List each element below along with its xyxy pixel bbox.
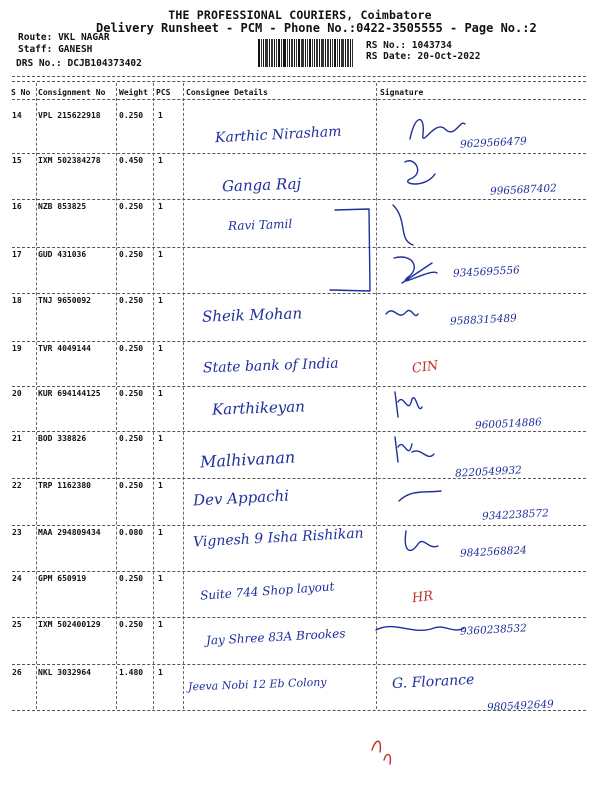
column-divider (153, 83, 154, 709)
header-divider-2 (12, 81, 586, 82)
row-pcs: 1 (158, 111, 163, 120)
row-sno: 19 (12, 344, 22, 353)
row-pcs: 1 (158, 528, 163, 537)
row-weight: 0.250 (119, 620, 144, 629)
col-signature: Signature (380, 88, 424, 97)
barcode-bar (296, 39, 297, 67)
barcode-bar (307, 39, 308, 67)
col-pcs: PCS (156, 88, 171, 97)
row-divider (12, 247, 586, 248)
barcode-bar (258, 39, 260, 67)
barcode-bar (309, 39, 311, 67)
barcode-bar (330, 39, 331, 67)
phone-handwriting: 8220549932 (454, 464, 523, 480)
barcode-bar (276, 39, 277, 67)
barcode-bar (261, 39, 262, 67)
red-tick-mark (368, 730, 398, 770)
row-consignment: TRP 1162380 (38, 481, 91, 490)
barcode-bar (274, 39, 275, 67)
barcode-bar (269, 39, 270, 67)
barcode-bar (283, 39, 286, 67)
row-weight: 0.250 (119, 389, 144, 398)
row-sno: 15 (12, 156, 22, 165)
row-consignment: TVR 4049144 (38, 344, 91, 353)
row-divider (12, 478, 586, 479)
signature-stroke (393, 205, 413, 245)
column-header-divider (12, 99, 586, 100)
consignee-handwriting: Jeeva Nobi 12 Eb Colony (187, 675, 327, 694)
barcode-bar (316, 39, 318, 67)
row-divider (12, 431, 586, 432)
row-weight: 0.080 (119, 528, 144, 537)
row-pcs: 1 (158, 296, 163, 305)
signature-stroke (410, 120, 465, 139)
barcode-bar (341, 39, 344, 67)
phone-handwriting: 9360238532 (459, 622, 528, 638)
row-weight: 0.250 (119, 574, 144, 583)
rs-no-field (366, 40, 452, 51)
barcode (258, 39, 362, 67)
row-consignment: IXM 502384278 (38, 156, 101, 165)
col-consignee: Consignee Details (186, 88, 268, 97)
row-divider (12, 617, 586, 618)
barcode-bar (289, 39, 290, 67)
signature-stroke (405, 531, 438, 550)
barcode-bar (312, 39, 313, 67)
rs-date-label: RS Date: (366, 51, 412, 62)
row-weight: 0.250 (119, 434, 144, 443)
barcode-bar (319, 39, 320, 67)
phone-handwriting: 9588315489 (449, 312, 518, 328)
row-sno: 16 (12, 202, 22, 211)
signature-scribble (388, 200, 483, 250)
drs-field (16, 58, 142, 69)
barcode-bar (337, 39, 338, 67)
barcode-bar (281, 39, 282, 67)
col-consignment: Consignment No (38, 88, 106, 97)
consignee-handwriting: Suite 744 Shop layout (199, 579, 335, 603)
phone-handwriting: 9805492649 (486, 698, 555, 714)
row-consignment: NKL 3032964 (38, 668, 91, 677)
staff-field (18, 44, 92, 55)
column-divider (116, 83, 117, 709)
row-consignment: GUD 431036 (38, 250, 87, 259)
row-consignment: IXM 502400129 (38, 620, 101, 629)
signature-scribble (400, 154, 495, 204)
row-weight: 0.250 (119, 296, 144, 305)
signature-stroke (399, 491, 441, 501)
column-divider (36, 83, 37, 709)
row-sno: 17 (12, 250, 22, 259)
barcode-bar (327, 39, 329, 67)
row-pcs: 1 (158, 481, 163, 490)
row-sno: 26 (12, 668, 22, 677)
row-divider (12, 153, 586, 154)
row-pcs: 1 (158, 344, 163, 353)
row-consignment: BOD 338826 (38, 434, 87, 443)
barcode-bar (332, 39, 333, 67)
row-sno: 14 (12, 111, 22, 120)
phone-handwriting: 9342238572 (481, 507, 550, 523)
row-divider (12, 571, 586, 572)
drs-value: DCJB104373402 (67, 58, 142, 69)
barcode-bar (305, 39, 306, 67)
row-divider (12, 199, 586, 200)
barcode-bar (291, 39, 293, 67)
row-weight: 1.480 (119, 668, 144, 677)
row-pcs: 1 (158, 250, 163, 259)
barcode-bar (345, 39, 346, 67)
drs-label: DRS No.: (16, 58, 62, 69)
phone-handwriting: 9842568824 (459, 544, 528, 560)
barcode-bar (298, 39, 300, 67)
bracket-mark (325, 205, 375, 295)
barcode-bar (294, 39, 295, 67)
row-weight: 0.450 (119, 156, 144, 165)
row-weight: 0.250 (119, 344, 144, 353)
signature-stroke (405, 161, 435, 184)
stamp-initials: HR (411, 588, 435, 607)
row-weight: 0.250 (119, 250, 144, 259)
phone-handwriting: 9345695556 (452, 264, 521, 280)
consignee-handwriting: Ganga Raj (221, 174, 302, 196)
row-pcs: 1 (158, 434, 163, 443)
consignee-handwriting: Sheik Mohan (201, 304, 303, 326)
signature-name: G. Florance (391, 671, 475, 693)
signature-stroke (394, 257, 437, 283)
barcode-bar (334, 39, 336, 67)
consignee-handwriting: Karthikeyan (211, 397, 306, 419)
row-divider (12, 525, 586, 526)
signature-stroke (376, 627, 464, 631)
barcode-bar (265, 39, 268, 67)
barcode-bar (263, 39, 264, 67)
signature-scribble (374, 618, 469, 668)
barcode-bar (271, 39, 273, 67)
barcode-bar (347, 39, 349, 67)
phone-handwriting: 9965687402 (489, 182, 558, 198)
barcode-bar (325, 39, 326, 67)
signature-scribble (396, 479, 491, 529)
column-divider (183, 83, 184, 709)
row-divider (12, 386, 586, 387)
header-divider (12, 76, 586, 77)
row-weight: 0.250 (119, 481, 144, 490)
barcode-bar (314, 39, 315, 67)
consignee-handwriting: Vignesh 9 Isha Rishikan (192, 525, 364, 551)
row-consignment: KUR 694144125 (38, 389, 101, 398)
row-sno: 18 (12, 296, 22, 305)
runsheet-title: Delivery Runsheet - PCM - Phone No.:0422-3505555 - Page No.:2 (96, 21, 537, 35)
route-field (18, 32, 110, 43)
row-divider (12, 710, 586, 711)
row-pcs: 1 (158, 574, 163, 583)
barcode-bar (287, 39, 288, 67)
consignee-handwriting: Dev Appachi (192, 486, 290, 510)
row-divider (12, 341, 586, 342)
row-sno: 23 (12, 528, 22, 537)
barcode-bar (301, 39, 304, 67)
col-sno: S No (11, 88, 31, 97)
route-value: VKL NAGAR (58, 32, 110, 43)
signature-scribble (405, 109, 500, 159)
row-divider (12, 293, 586, 294)
row-pcs: 1 (158, 202, 163, 211)
staff-value: GANESH (58, 44, 93, 55)
row-pcs: 1 (158, 668, 163, 677)
row-consignment: TNJ 9650092 (38, 296, 91, 305)
barcode-bar (352, 39, 353, 67)
consignee-handwriting: Jay Shree 83A Brookes (205, 626, 346, 648)
row-sno: 20 (12, 389, 22, 398)
barcode-bar (350, 39, 351, 67)
phone-handwriting: 9629566479 (459, 135, 528, 151)
row-consignment: MAA 294809434 (38, 528, 101, 537)
signature-stroke (395, 392, 422, 417)
rs-no-value: 1043734 (411, 40, 452, 51)
signature-stroke (395, 437, 434, 462)
barcode-bar (278, 39, 280, 67)
route-label: Route: (18, 32, 53, 43)
row-consignment: VPL 215622918 (38, 111, 101, 120)
rs-no-label: RS No.: (366, 40, 407, 51)
row-pcs: 1 (158, 389, 163, 398)
row-pcs: 1 (158, 620, 163, 629)
consignee-handwriting: Malhivanan (199, 447, 296, 472)
barcode-bar (339, 39, 340, 67)
row-consignment: GPM 650919 (38, 574, 87, 583)
row-pcs: 1 (158, 156, 163, 165)
row-weight: 0.250 (119, 111, 144, 120)
staff-label: Staff: (18, 44, 53, 55)
signature-stroke (386, 310, 418, 315)
signature-scribble (392, 387, 487, 437)
consignee-handwriting: State bank of India (202, 355, 339, 377)
consignee-handwriting: Karthic Nirasham (214, 123, 342, 147)
barcode-bar (321, 39, 324, 67)
row-weight: 0.250 (119, 202, 144, 211)
column-divider (376, 83, 377, 709)
rs-date-value: 20-Oct-2022 (417, 51, 481, 62)
phone-handwriting: 9600514886 (474, 416, 543, 432)
row-sno: 22 (12, 481, 22, 490)
row-consignment: NZB 853825 (38, 202, 87, 211)
company-name: THE PROFESSIONAL COURIERS, Coimbatore (168, 8, 432, 22)
row-sno: 21 (12, 434, 22, 443)
row-sno: 25 (12, 620, 22, 629)
row-divider (12, 664, 586, 665)
col-weight: Weight (119, 88, 148, 97)
stamp-initials: CIN (411, 358, 440, 377)
consignee-handwriting: Ravi Tamil (227, 216, 293, 234)
rs-date-field (366, 51, 480, 62)
row-sno: 24 (12, 574, 22, 583)
